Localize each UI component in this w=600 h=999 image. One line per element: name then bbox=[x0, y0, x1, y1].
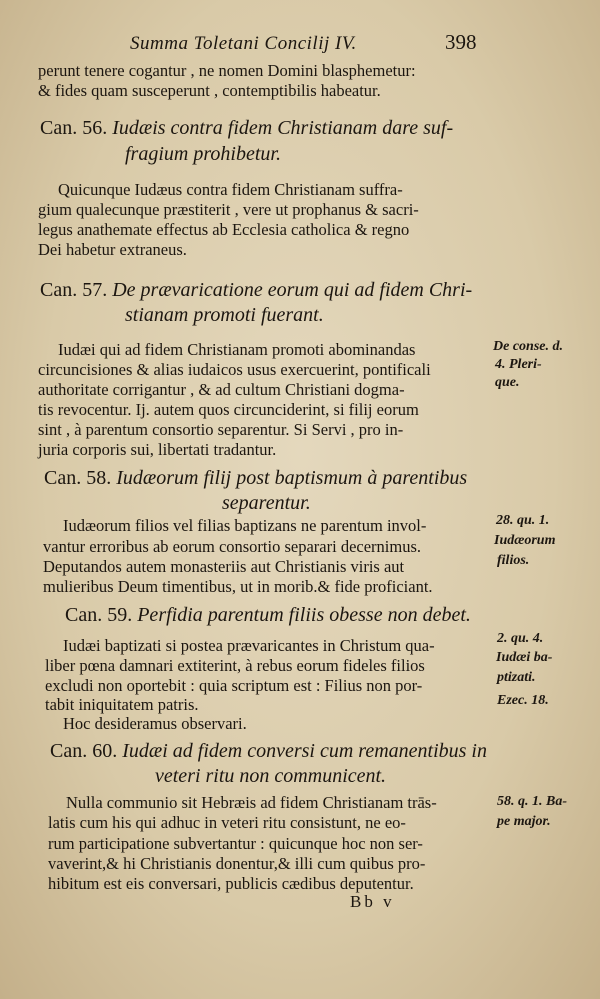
margin-note: Iudæorum bbox=[494, 533, 556, 548]
margin-note: 28. qu. 1. bbox=[496, 513, 550, 528]
text-line: vantur erroribus ab eorum consortio separari decernimus. bbox=[43, 537, 421, 556]
text-line: Hoc desideramus observari. bbox=[63, 714, 247, 733]
running-title: Summa Toletani Concilij IV. bbox=[130, 33, 357, 54]
text-line: excludi non oportebit : quia scriptum est : Filius non por- bbox=[45, 676, 423, 695]
canon-number: Can. 59. bbox=[65, 604, 133, 626]
canon-title: Iudæorum filij post baptismum à parentibus bbox=[116, 467, 468, 489]
signature-mark: Bb v bbox=[350, 892, 395, 911]
margin-note: 2. qu. 4. bbox=[497, 631, 544, 646]
text-line: circuncisiones & alias iudaicos usus exercuerint, pontificali bbox=[38, 360, 431, 379]
canon-title: Iudæi ad fidem conversi cum remanentibus in bbox=[122, 740, 487, 762]
margin-note: ptizati. bbox=[497, 670, 536, 685]
canon-heading bbox=[44, 468, 467, 488]
text-line: tabit iniquitatem patris. bbox=[45, 695, 199, 714]
canon-heading bbox=[40, 280, 472, 300]
text-line: Nulla communio sit Hebræis ad fidem Christianam trās- bbox=[66, 793, 437, 812]
margin-note: que. bbox=[495, 375, 520, 390]
canon-heading bbox=[65, 605, 471, 625]
canon-heading bbox=[50, 741, 487, 761]
text-line: gium qualecunque præstiterit , vere ut prophanus & sacri- bbox=[38, 200, 419, 219]
canon-heading bbox=[40, 118, 453, 138]
margin-note: filios. bbox=[497, 553, 530, 568]
text-line: legus anathemate effectus ab Ecclesia catholica & regno bbox=[38, 220, 410, 239]
canon-title: De prævaricatione eorum qui ad fidem Chri- bbox=[112, 279, 473, 301]
text-line: rum participatione subvertantur : quicunque hoc non ser- bbox=[48, 834, 423, 853]
text-line: mulieribus Deum timentibus, ut in morib.& fide proficiant. bbox=[43, 577, 433, 596]
page-number: 398 bbox=[445, 30, 477, 54]
text-line: Iudæorum filios vel filias baptizans ne parentum invol- bbox=[63, 516, 427, 535]
text-line: vaverint,& hi Christianis donentur,& illi cum quibus pro- bbox=[48, 854, 426, 873]
text-line: latis cum his qui adhuc in veteri ritu consistunt, ne eo- bbox=[48, 813, 406, 832]
canon-title-cont: fragium prohibetur. bbox=[125, 143, 281, 165]
text-line: Iudæi baptizati si postea prævaricantes in Christum qua- bbox=[63, 636, 435, 655]
canon-number: Can. 56. bbox=[40, 117, 108, 139]
text-line: sint , à parentum consortio separentur. Si Servi , pro in- bbox=[38, 420, 404, 439]
margin-note: pe major. bbox=[497, 814, 551, 829]
margin-note: De conse. d. bbox=[493, 339, 563, 354]
text-line: hibitum est eis conversari, publicis cædibus deputentur. bbox=[48, 874, 414, 893]
text-line: Iudæi qui ad fidem Christianam promoti abominandas bbox=[58, 340, 416, 359]
text-line: perunt tenere cogantur , ne nomen Domini blasphemetur: bbox=[38, 61, 416, 80]
text-line: juria corporis sui, libertati tradantur. bbox=[38, 440, 277, 459]
margin-note: 4. Pleri- bbox=[495, 357, 542, 372]
text-line: & fides quam susceperunt , contemptibilis habeatur. bbox=[38, 81, 381, 100]
canon-number: Can. 60. bbox=[50, 740, 118, 762]
canon-title-cont: separentur. bbox=[222, 492, 311, 514]
text-line: authoritate corrigantur , & ad cultum Christiani dogma- bbox=[38, 380, 405, 399]
text-line: liber pœna damnari extiterint, à rebus eorum fideles filios bbox=[45, 656, 425, 675]
text-line: Quicunque Iudæus contra fidem Christianam suffra- bbox=[58, 180, 403, 199]
margin-note: 58. q. 1. Ba- bbox=[497, 794, 567, 809]
text-line: Deputandos autem monasteriis aut Christianis viris aut bbox=[43, 557, 405, 576]
margin-note: Iudæi ba- bbox=[496, 650, 553, 665]
margin-note: Ezec. 18. bbox=[497, 693, 549, 708]
canon-number: Can. 58. bbox=[44, 467, 112, 489]
canon-title-cont: stianam promoti fuerant. bbox=[125, 304, 324, 326]
canon-title-cont: veteri ritu non communicent. bbox=[155, 765, 387, 787]
text-line: Dei habetur extraneus. bbox=[38, 240, 187, 259]
canon-number: Can. 57. bbox=[40, 279, 108, 301]
text-line: tis revocentur. Ij. autem quos circunciderint, si filij eorum bbox=[38, 400, 419, 419]
canon-title: Iudæis contra fidem Christianam dare suf- bbox=[112, 117, 454, 139]
canon-title: Perfidia parentum filiis obesse non debet. bbox=[137, 604, 471, 626]
